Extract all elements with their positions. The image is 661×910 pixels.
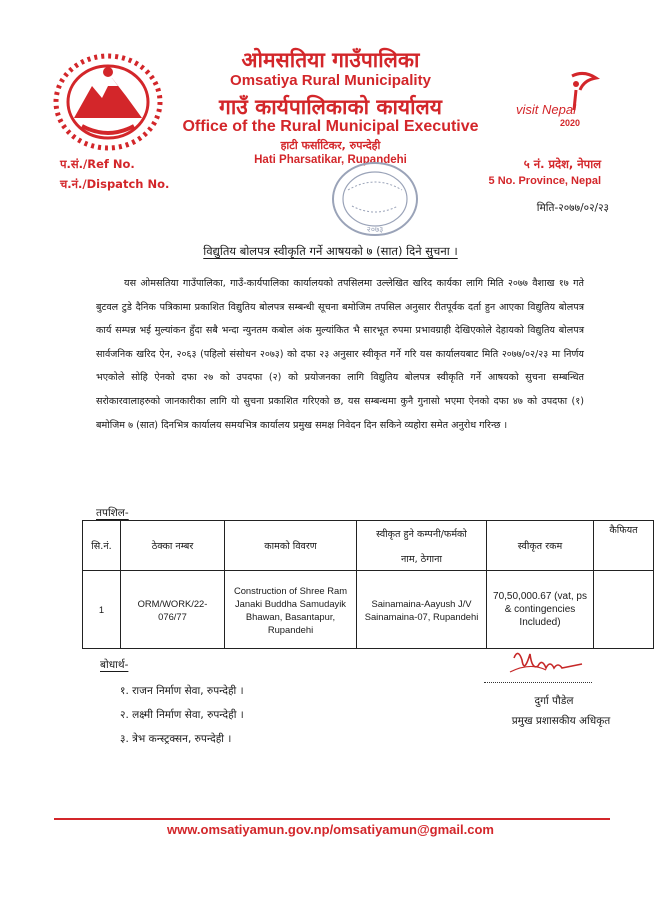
letter-date: मिति-२०७७/०२/२३ — [536, 202, 609, 214]
col-header-firm — [357, 521, 487, 571]
svg-text:2020: 2020 — [560, 118, 581, 128]
cc-title: बोधार्थ- — [100, 659, 129, 671]
cell-work: Construction of Shree Ram Janaki Buddha Samudayik Bhawan, Basantapur, Rupandehi — [225, 571, 357, 649]
cc-item: १. राजन निर्माण सेवा, रुपन्देही । — [120, 685, 244, 697]
notice-body: यस ओमसतिया गाउँपालिका, गाउँ-कार्यपालिका कार्यालयको तपसिलमा उल्लेखित खरिद कार्यका लागि मिति २०७७ वैशाख १७ गते बुटवल टुडे दैनिक पत्रिकामा प्रकाशित विद्युतिय बोलपत्र सम्बन्धी सूचना बमोजिम तपसिल अनुसार रीतपूर्वक दर्ता हुन आएका विद्युतिय बोलपत्र कार्य सम्पन्न भई मुल्यांकन हुँदा सबै भन्दा न्युनतम कबोल अंक मुल्यांकित भै सारभूत रुपमा प्रभावग्राही देखिएकोले देहायको विद्युतिय बोलपत्र सार्वजनिक खरिद ऐन, २०६३ (पहिलो संसोधन २०७३) को दफा २३ अनुसार स्वीकृत गर्ने गरि यस कार्यालयबाट मिति २०७७/०२/२३ मा निर्णय भएकोले सोहि ऐनको दफा २७ को उपदफा (२) को प्रयोजनका लागि विद्युतिय बोलपत्र स्वीकृति गर्ने आषयको सुचना सम्बन्धित सरोकारवालाहरुको जानकारीका लागि यो सुचना प्रकाशित गरिएको छ, यस सम्बन्धमा कुनै गुनासो भएमा ऐनको दफा ४७ को उपदफा (१) बमोजिम ७ (सात) दिनभित्र कार्यालय समयभित्र कार्यालय प्रमुख समक्ष निवेदन दिन सकिने व्यहोरा समेत अनुरोध गरिन्छ । — [96, 278, 584, 431]
address-np: हाटी फर्साटिकर, रुपन्देही — [280, 139, 381, 152]
cc-item: २. लक्ष्मी निर्माण सेवा, रुपन्देही । — [120, 709, 244, 721]
address-en: Hati Pharsatikar, Rupandehi — [254, 154, 407, 166]
svg-text:२०७३: २०७३ — [366, 225, 384, 234]
approved-bid-table — [82, 520, 654, 649]
table-header-row — [83, 521, 654, 571]
office-stamp-icon — [330, 160, 420, 238]
cell-amount: 70,50,000.67 (vat, ps & contingencies Included) — [487, 571, 594, 649]
signature-line — [484, 682, 592, 683]
col-header-amount: स्वीकृत रकम — [487, 521, 594, 571]
table-row — [83, 571, 654, 649]
signatory-title: प्रमुख प्रशासकीय अधिकृत — [511, 715, 611, 727]
cc-item: ३. त्रेभ कन्स्ट्रक्सन, रुपन्देही । — [120, 733, 232, 745]
col-header-contract-no: ठेक्का नम्बर — [121, 521, 225, 571]
ref-no-label: प.सं./Ref No. — [60, 157, 135, 171]
province-np: ५ नं. प्रदेश, नेपाल — [523, 157, 601, 171]
office-name-en: Office of the Rural Municipal Executive — [182, 118, 479, 135]
col-header-sn: सि.नं. — [83, 521, 121, 571]
cell-contract-no: ORM/WORK/22-076/77 — [121, 571, 225, 649]
col-header-firm-line1: स्वीकृत हुने कम्पनी/फर्मको — [376, 528, 467, 540]
municipality-name-np: ओमसतिया गाउँपालिका — [241, 48, 420, 72]
footer-contact: www.omsatiyamun.gov.np/omsatiyamun@gmail.com — [167, 822, 494, 837]
col-header-remarks: कैफियत — [594, 521, 654, 571]
cell-firm: Sainamaina-Aayush J/V Sainamaina-07, Rupandehi — [357, 571, 487, 649]
svg-text:visit Nepal: visit Nepal — [516, 102, 576, 117]
office-name-np: गाउँ कार्यपालिकाको कार्यालय — [219, 95, 442, 119]
municipality-name-en: Omsatiya Rural Municipality — [230, 72, 431, 89]
signature-icon — [500, 640, 590, 686]
signatory-name: दुर्गा पौडेल — [534, 695, 574, 707]
details-label: तपशिल- — [96, 507, 129, 519]
footer-divider — [54, 818, 610, 820]
cell-sn: 1 — [83, 571, 121, 649]
col-header-work: कामको विवरण — [225, 521, 357, 571]
dispatch-no-label: च.नं./Dispatch No. — [60, 177, 170, 191]
cell-remarks — [594, 571, 654, 649]
province-en: 5 No. Province, Nepal — [488, 175, 601, 187]
notice-subject: विद्युतिय बोलपत्र स्वीकृति गर्ने आषयको ७ (सात) दिने सुचना । — [203, 244, 458, 258]
col-header-firm-line2: नाम, ठेगाना — [401, 553, 442, 565]
